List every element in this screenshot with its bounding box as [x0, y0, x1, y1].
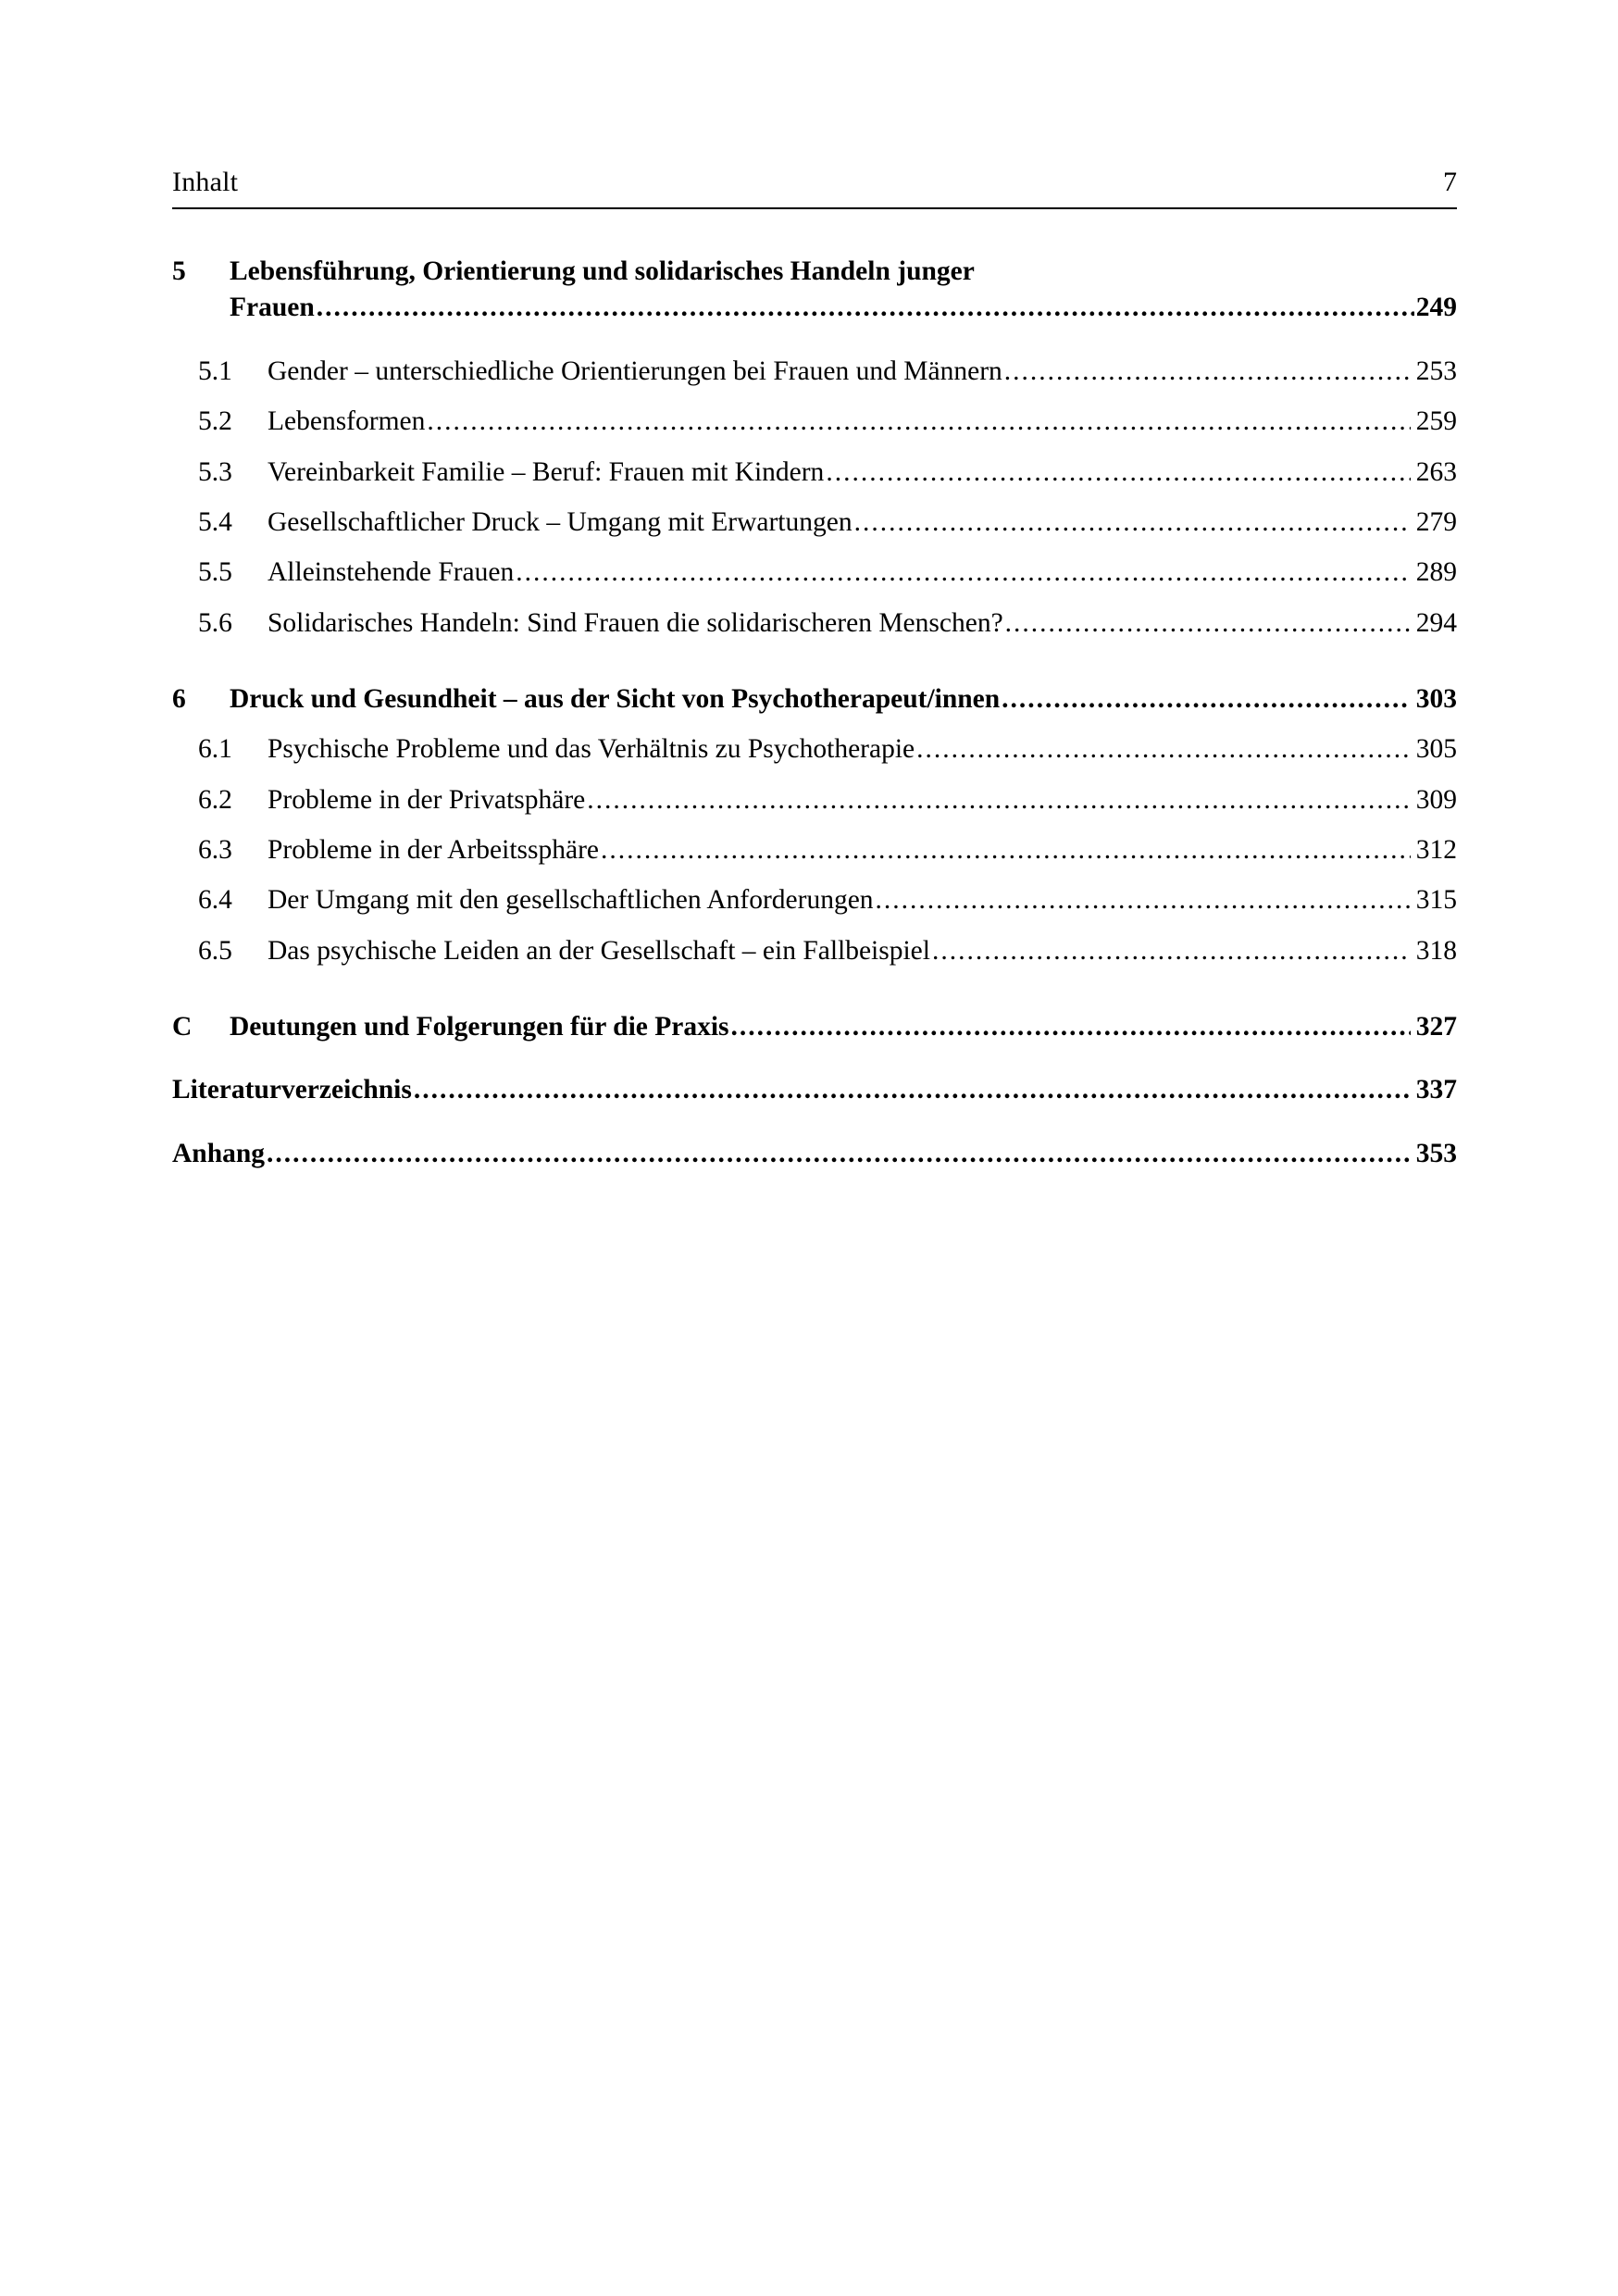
toc-entry-page: 279 — [1415, 506, 1457, 537]
toc-entry-title: Alleinstehende Frauen — [268, 557, 515, 588]
toc-entry-title: Der Umgang mit den gesellschaftlichen Anforderungen — [268, 885, 874, 916]
toc-entry-title: Deutungen und Folgerungen für die Praxis — [230, 1012, 729, 1042]
toc-entry-title: Das psychische Leiden an der Gesellschaft – ein Fallbeispiel — [268, 935, 930, 966]
toc-entry-section-5-5[interactable] — [172, 540, 1457, 590]
toc-entry-section-5-4[interactable] — [172, 490, 1457, 540]
toc-entry-page: 303 — [1415, 683, 1457, 714]
toc-entry-page: 259 — [1415, 406, 1457, 437]
toc-entry-number: 5.4 — [198, 506, 232, 537]
dot-leader — [1004, 354, 1411, 389]
spacer — [172, 1044, 1457, 1072]
toc-entry-page: 315 — [1415, 885, 1457, 916]
toc-entry-title-line1: Lebensführung, Orientierung und solidarisches Handeln junger — [230, 256, 975, 286]
toc-entry-page: 318 — [1415, 935, 1457, 966]
toc-entry-number: C — [172, 1012, 193, 1042]
toc-entry-part-c[interactable] — [172, 1009, 1457, 1044]
toc-entry-section-5-6[interactable] — [172, 591, 1457, 641]
dot-leader — [826, 455, 1410, 490]
toc-entry-page: 249 — [1415, 292, 1457, 322]
toc-entry-title: Probleme in der Arbeitssphäre — [268, 834, 600, 865]
toc-entry-title-line2: Frauen — [230, 292, 315, 322]
toc-entry-number: 5.6 — [198, 607, 232, 638]
toc-entry-number: 5.5 — [198, 557, 232, 588]
toc-entry-page: 253 — [1415, 356, 1457, 386]
toc-entry-title: Druck und Gesundheit – aus der Sicht von Psychotherapeut/innen — [230, 683, 1001, 714]
toc-entry-title: Probleme in der Privatsphäre — [268, 784, 586, 815]
dot-leader — [427, 404, 1410, 439]
table-of-contents — [172, 254, 1457, 1171]
spacer — [172, 968, 1457, 1009]
toc-entry-page: 294 — [1415, 607, 1457, 638]
dot-leader — [587, 782, 1410, 817]
toc-entry-section-6-5[interactable] — [172, 918, 1457, 968]
toc-entry-number: 5.2 — [198, 406, 232, 437]
toc-entry-anhang[interactable] — [172, 1136, 1457, 1171]
dot-leader — [601, 832, 1411, 867]
spacer — [172, 326, 1457, 339]
dot-leader — [854, 505, 1411, 540]
spacer — [172, 1108, 1457, 1136]
toc-entry-title: Gesellschaftlicher Druck – Umgang mit Erwartungen — [268, 506, 853, 537]
spacer — [172, 641, 1457, 681]
toc-entry-page: 289 — [1415, 557, 1457, 588]
dot-leader — [516, 555, 1411, 590]
toc-entry-number: 6.5 — [198, 935, 232, 966]
toc-entry-section-5-2[interactable] — [172, 389, 1457, 439]
toc-entry-section-5-3[interactable] — [172, 440, 1457, 490]
dot-leader — [916, 731, 1411, 767]
dot-leader — [267, 1136, 1411, 1171]
toc-entry-title: Literaturverzeichnis — [172, 1075, 412, 1105]
toc-entry-chapter-6[interactable] — [172, 681, 1457, 717]
dot-leader — [414, 1072, 1411, 1107]
toc-entry-page: 305 — [1415, 734, 1457, 765]
toc-entry-literaturverzeichnis[interactable] — [172, 1072, 1457, 1107]
toc-entry-number: 6.3 — [198, 834, 232, 865]
toc-entry-page: 309 — [1415, 784, 1457, 815]
running-head — [172, 167, 1457, 209]
toc-entry-title: Solidarisches Handeln: Sind Frauen die solidarischeren Menschen? — [268, 607, 1003, 638]
toc-entry-page: 353 — [1415, 1138, 1457, 1168]
toc-entry-number: 6.4 — [198, 885, 232, 916]
toc-entry-number: 5.3 — [198, 456, 232, 487]
toc-entry-page: 327 — [1415, 1012, 1457, 1042]
dot-leader — [1002, 681, 1411, 717]
dot-leader — [932, 933, 1411, 968]
dot-leader — [317, 290, 1414, 326]
toc-entry-page: 312 — [1415, 834, 1457, 865]
toc-entry-page: 263 — [1415, 456, 1457, 487]
running-head-label: Inhalt — [172, 167, 239, 197]
toc-entry-title: Psychische Probleme und das Verhältnis zu Psychotherapie — [268, 734, 915, 765]
dot-leader — [731, 1009, 1411, 1044]
toc-entry-number: 6.1 — [198, 734, 232, 765]
toc-entry-number: 5.1 — [198, 356, 232, 386]
toc-entry-section-6-4[interactable] — [172, 867, 1457, 917]
toc-entry-title: Lebensformen — [268, 406, 426, 437]
toc-entry-section-6-2[interactable] — [172, 767, 1457, 817]
running-head-page-number: 7 — [1443, 167, 1457, 197]
toc-entry-title: Gender – unterschiedliche Orientierungen bei Frauen und Männern — [268, 356, 1002, 386]
toc-entry-section-6-3[interactable] — [172, 817, 1457, 867]
toc-entry-section-6-1[interactable] — [172, 717, 1457, 767]
toc-entry-chapter-5-line2 — [172, 290, 1457, 326]
toc-entry-number: 5 — [172, 256, 186, 286]
toc-entry-title: Anhang — [172, 1138, 266, 1168]
dot-leader — [876, 882, 1411, 917]
toc-entry-section-5-1[interactable] — [172, 339, 1457, 389]
dot-leader — [1005, 605, 1411, 641]
toc-entry-page: 337 — [1415, 1075, 1457, 1105]
toc-entry-number: 6.2 — [198, 784, 232, 815]
toc-entry-title: Vereinbarkeit Familie – Beruf: Frauen mit Kindern — [268, 456, 825, 487]
toc-entry-number: 6 — [172, 683, 186, 714]
page-content — [172, 167, 1457, 1171]
toc-entry-chapter-5[interactable] — [172, 254, 1457, 326]
toc-entry-chapter-5-line1 — [172, 254, 1457, 290]
